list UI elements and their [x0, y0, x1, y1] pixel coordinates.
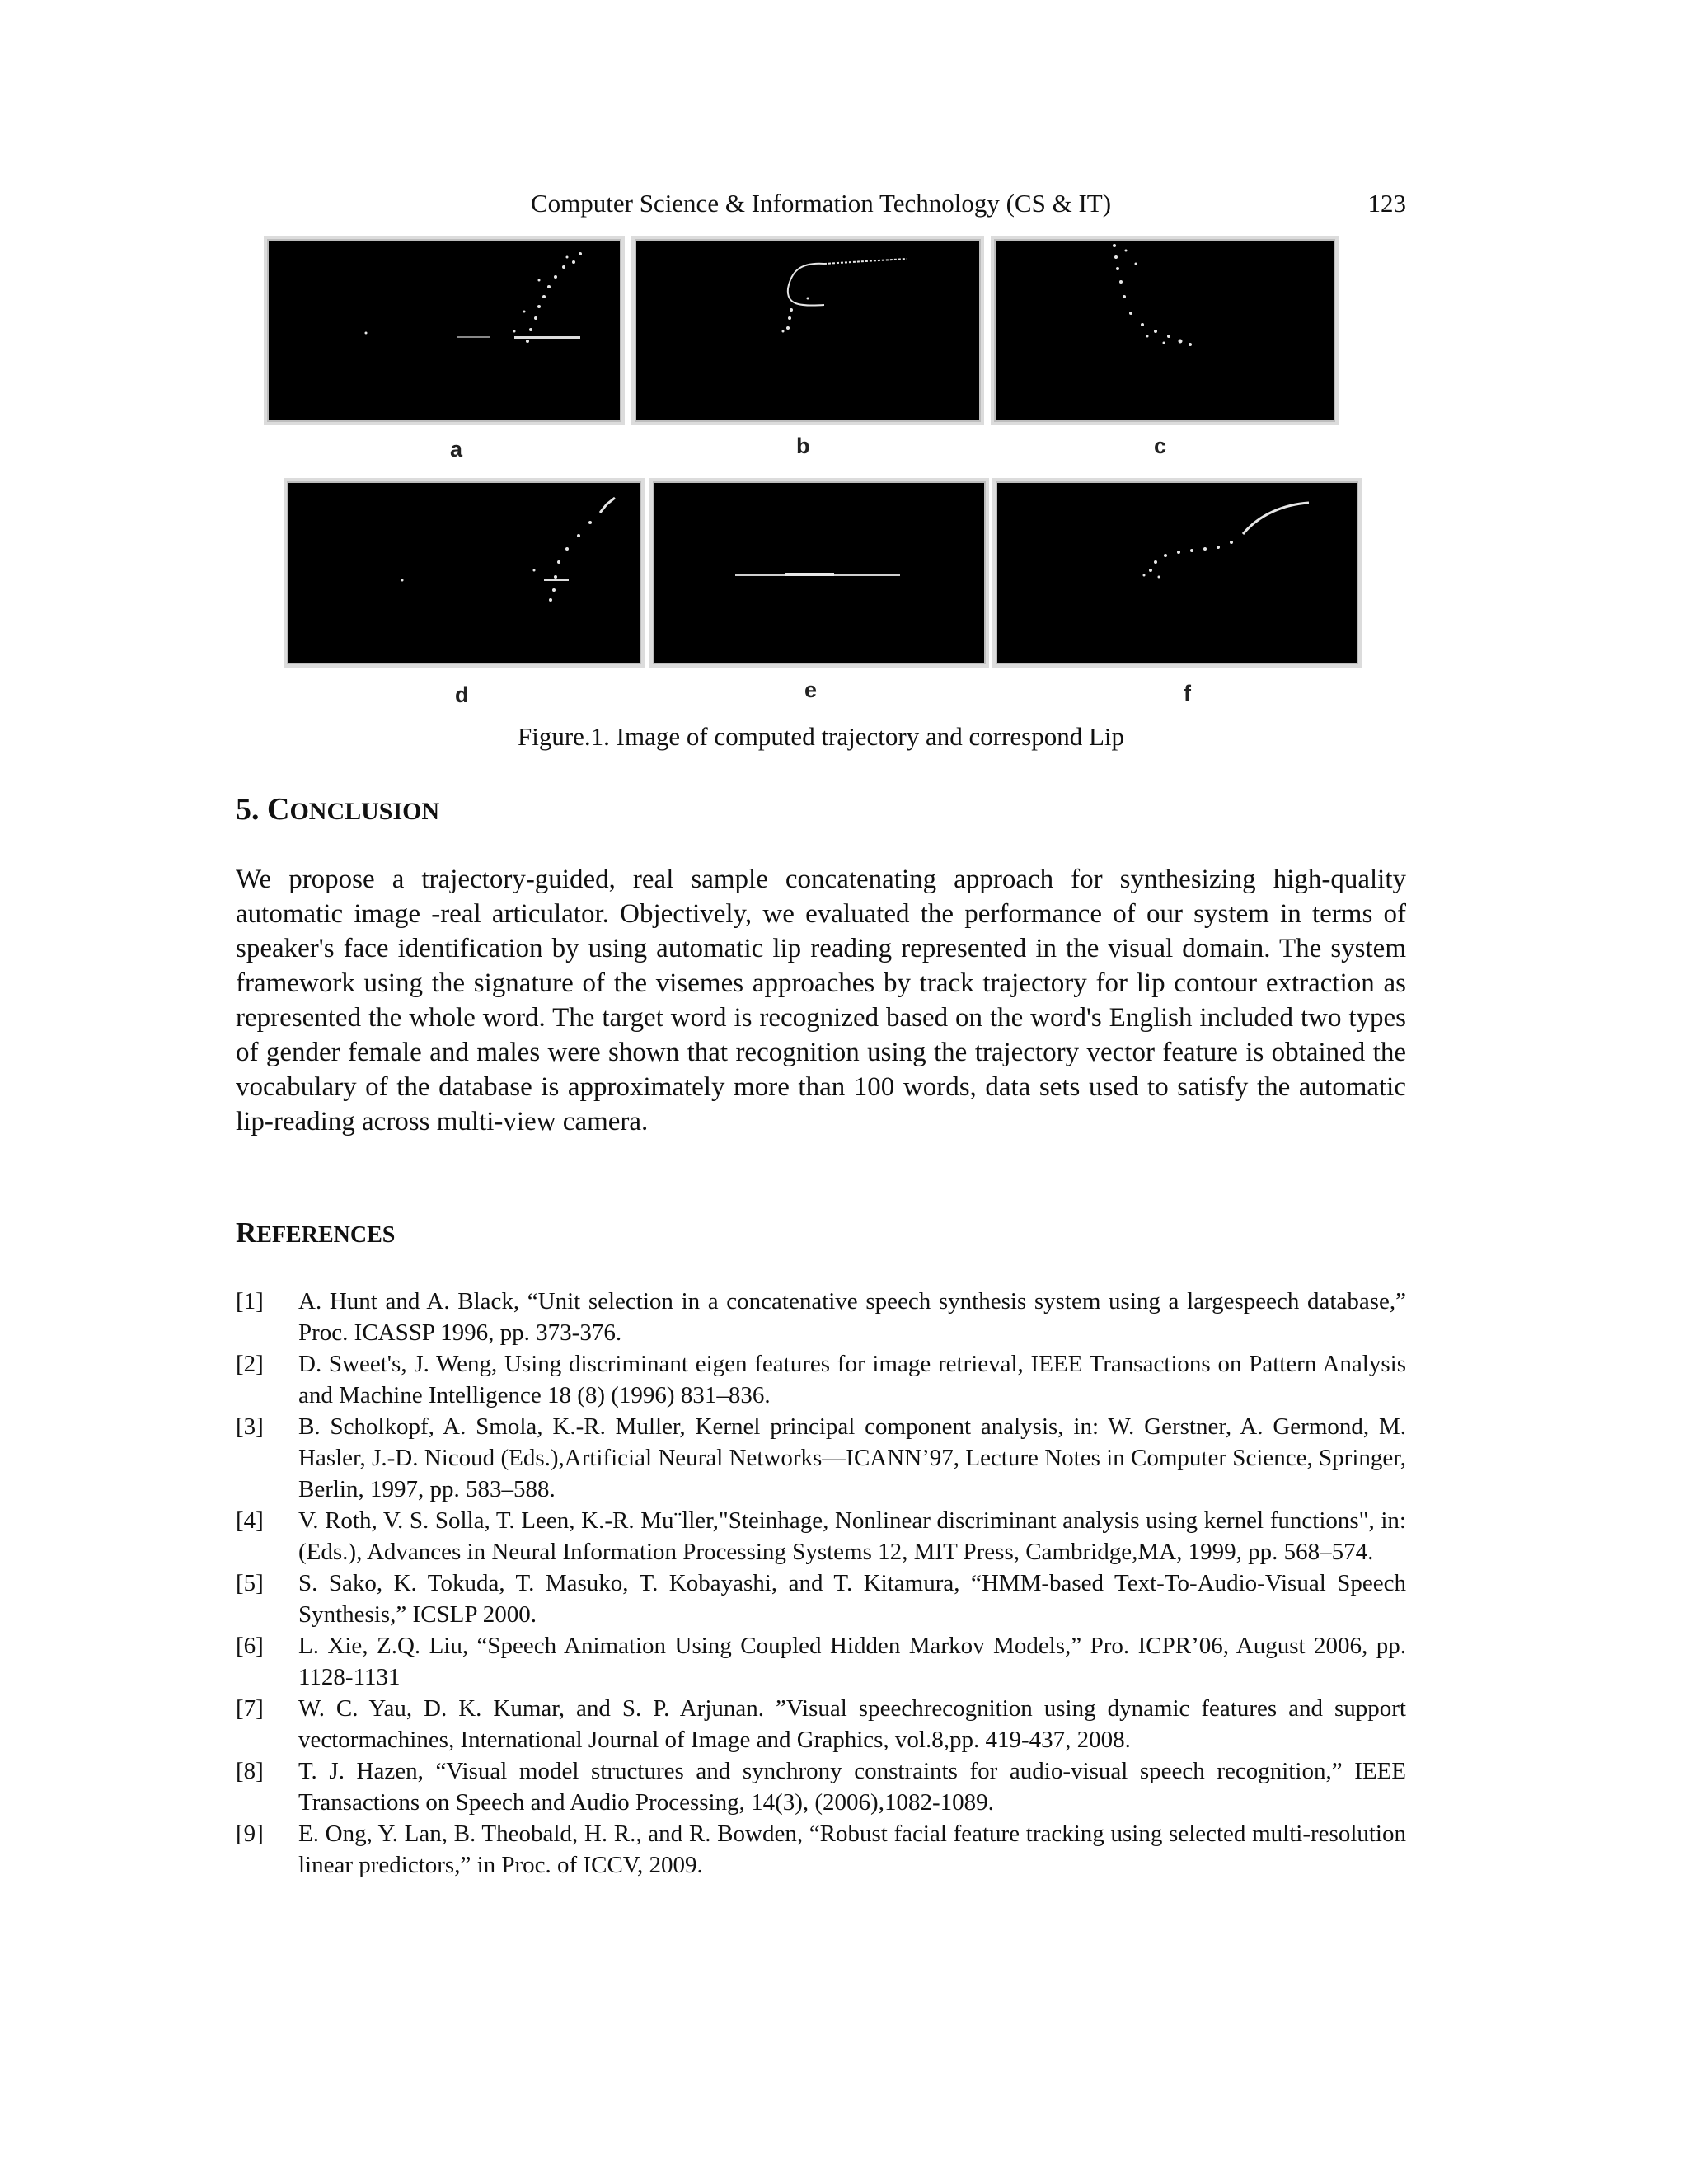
- trajectory-c-svg: [994, 239, 1335, 422]
- reference-item: [236, 1411, 1406, 1505]
- references-heading-lead: R: [236, 1216, 257, 1249]
- references-heading: [236, 1216, 395, 1249]
- reference-text: A. Hunt and A. Black, “Unit selection in a concatenative speech synthesis system using a largespeech database,” Proc. ICASSP 1996, pp. 373-376.: [298, 1288, 1406, 1346]
- panel-c-image: [991, 236, 1339, 425]
- reference-number: [4]: [236, 1507, 264, 1534]
- reference-item: [236, 1818, 1406, 1881]
- panel-e-image: [649, 478, 989, 668]
- reference-list: [236, 1286, 1406, 1881]
- reference-item: [236, 1755, 1406, 1818]
- reference-item: [236, 1286, 1406, 1348]
- reference-text: V. Roth, V. S. Solla, T. Leen, K.-R. Mu¨ller,"Steinhage, Nonlinear discriminant analysis using kernel functions", in: (Eds.), Advances in Neural Information Processing Systems 12, MIT Press, Cambridge,MA, 1999, pp. 568–574.: [298, 1507, 1406, 1565]
- reference-text: L. Xie, Z.Q. Liu, “Speech Animation Using Coupled Hidden Markov Models,” Pro. ICPR’06, August 2006, pp. 1128-1131: [298, 1633, 1406, 1690]
- panel-e-label: e: [804, 677, 818, 702]
- reference-item: [236, 1568, 1406, 1630]
- panel-f-image: [992, 478, 1362, 668]
- reference-text: S. Sako, K. Tokuda, T. Masuko, T. Kobayashi, and T. Kitamura, “HMM-based Text-To-Audio-Visual Speech Synthesis,” ICSLP 2000.: [298, 1570, 1406, 1628]
- trajectory-f-svg: [996, 481, 1358, 664]
- running-header: [236, 183, 1406, 224]
- reference-number: [9]: [236, 1821, 264, 1847]
- trajectory-a-svg: [267, 239, 621, 422]
- panel-c-label: c: [1154, 434, 1167, 458]
- reference-text: W. C. Yau, D. K. Kumar, and S. P. Arjunan. ”Visual speechrecognition using dynamic features and support vectormachines, International Journal of Image and Graphics, vol.8,pp. 419-437, 2008.: [298, 1695, 1406, 1753]
- reference-item: [236, 1693, 1406, 1755]
- conclusion-paragraph: We propose a trajectory-guided, real sample concatenating approach for synthesizing high-quality automatic image -real articulator. Objectively, we evaluated the performance of our system in terms of speaker's face identification by using automatic lip reading represented in the visual domain. The system framework using the signature of the visemes approaches by track trajectory for lip contour extraction as represented the whole word. The target word is recognized based on the word's English included two types of gender female and males were shown that recognition using the trajectory vector feature is obtained the vocabulary of the database is approximately more than 100 words, data sets used to satisfy the automatic lip-reading across multi-view camera.: [236, 865, 1406, 1137]
- section-heading-lead: 5. C: [236, 792, 290, 827]
- reference-number: [8]: [236, 1758, 264, 1784]
- reference-text: D. Sweet's, J. Weng, Using discriminant eigen features for image retrieval, IEEE Transactions on Pattern Analysis and Machine Intelligence 18 (8) (1996) 831–836.: [298, 1351, 1406, 1408]
- panel-a-label: a: [450, 437, 463, 462]
- reference-item: [236, 1348, 1406, 1411]
- trajectory-d-svg: [287, 481, 641, 664]
- panel-f-label: f: [1184, 681, 1191, 705]
- reference-text: T. J. Hazen, “Visual model structures and synchrony constraints for audio-visual speech recognition,” IEEE Transactions on Speech and Audio Processing, 14(3), (2006),1082-1089.: [298, 1758, 1406, 1816]
- panel-b-image: [631, 236, 984, 425]
- journal-title: Computer Science & Information Technology (CS & IT): [530, 189, 1112, 218]
- reference-item: [236, 1505, 1406, 1568]
- trajectory-figure: [262, 231, 1385, 717]
- page-number: 123: [1367, 189, 1406, 218]
- reference-text: B. Scholkopf, A. Smola, K.-R. Muller, Kernel principal component analysis, in: W. Gerstner, A. Germond, M. Hasler, J.-D. Nicoud (Eds.),Artificial Neural Networks—ICANN’97, Lecture Notes in Computer Science, Springer, Berlin, 1997, pp. 583–588.: [298, 1413, 1406, 1502]
- section-heading-rest: ONCLUSION: [289, 798, 440, 825]
- reference-number: [6]: [236, 1633, 264, 1659]
- reference-number: [7]: [236, 1695, 264, 1722]
- reference-number: [3]: [236, 1413, 264, 1440]
- panel-b-label: b: [796, 434, 810, 458]
- reference-number: [2]: [236, 1351, 264, 1377]
- trajectory-b-svg: [635, 239, 981, 422]
- reference-item: [236, 1630, 1406, 1693]
- reference-number: [5]: [236, 1570, 264, 1596]
- references-heading-rest: EFERENCES: [256, 1222, 396, 1248]
- section-heading-conclusion: [236, 791, 439, 827]
- trajectory-e-svg: [653, 481, 986, 664]
- figure-caption: Figure.1. Image of computed trajectory and correspond Lip: [517, 722, 1124, 751]
- reference-text: E. Ong, Y. Lan, B. Theobald, H. R., and R. Bowden, “Robust facial feature tracking using selected multi-resolution linear predictors,” in Proc. of ICCV, 2009.: [298, 1821, 1406, 1878]
- panel-d-label: d: [455, 682, 469, 707]
- panel-a-image: [264, 236, 625, 425]
- panel-d-image: [284, 478, 645, 668]
- reference-number: [1]: [236, 1288, 264, 1315]
